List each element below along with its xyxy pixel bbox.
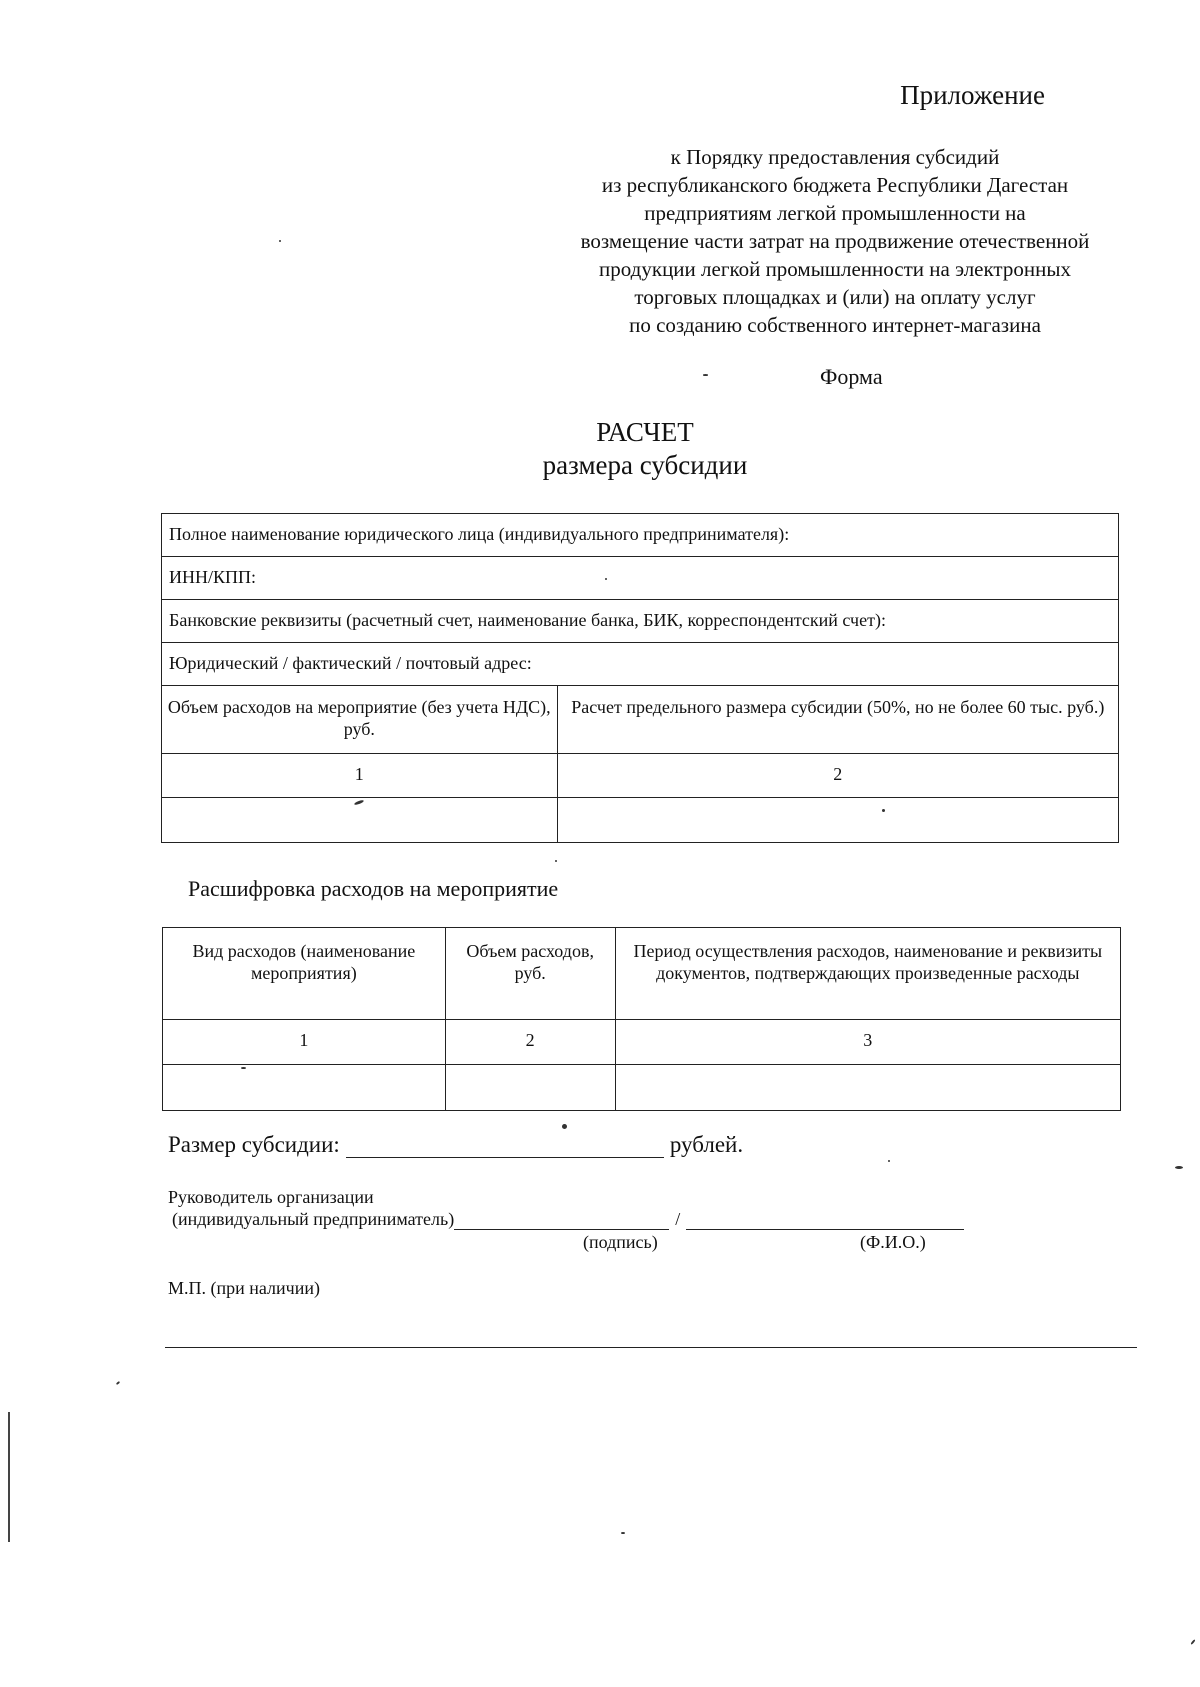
subsidy-amount-field[interactable] [346,1135,664,1158]
scan-speck [888,1160,890,1162]
subsidy-amount-label: Размер субсидии: [168,1132,340,1157]
scan-speck [1190,1639,1195,1645]
stamp-placeholder: М.П. (при наличии) [168,1278,320,1298]
table-row [162,643,1119,686]
column-header-limit: Расчет предельного размера субсидии (50%, но не более 60 тыс. руб.) [557,686,1118,754]
scan-speck [241,1067,246,1069]
signature-caption: (подпись) [583,1232,658,1252]
column-header-expense-period: Период осуществления расходов, наименование и реквизиты документов, подтверждающих произведенные расходы [615,928,1120,1020]
subsidy-calculation-table [161,513,1119,843]
column-number: 1 [163,1020,446,1065]
column-header-expense-type: Вид расходов (наименование мероприятия) [163,928,446,1020]
scan-speck [116,1381,120,1385]
basis-line: возмещение части затрат на продвижение отечественной [580,229,1090,253]
title-line-2: размера субсидии [542,450,748,480]
table-row [162,557,1119,600]
appendix-label: Приложение [900,80,1045,110]
scan-speck [605,578,607,580]
scan-speck [621,1532,625,1534]
signature-field[interactable] [454,1211,669,1230]
subsidy-amount-row [168,1132,743,1158]
scan-speck [703,374,708,376]
scan-speck [1175,1166,1183,1169]
table-header-row [162,686,1119,754]
table-row [163,1065,1121,1111]
scan-speck [562,1124,567,1129]
form-label: Форма [820,364,883,389]
expenses-amount-cell[interactable] [162,798,558,843]
expense-type-cell[interactable] [163,1065,446,1111]
basis-line: к Порядку предоставления субсидий [670,145,1000,169]
appendix-basis [535,143,1135,339]
column-number: 3 [615,1020,1120,1065]
scan-speck [555,860,557,862]
breakdown-title: Расшифровка расходов на мероприятие [188,876,559,901]
entity-name-field[interactable]: Полное наименование юридического лица (индивидуального предпринимателя): [162,514,1119,557]
document-title [0,416,1200,482]
basis-line: из республиканского бюджета Республики Дагестан [601,173,1069,197]
full-name-caption: (Ф.И.О.) [860,1232,926,1252]
column-header-expenses: Объем расходов на мероприятие (без учета НДС), руб. [162,686,558,754]
column-header-expense-amount: Объем расходов, руб. [445,928,615,1020]
bank-details-field[interactable]: Банковские реквизиты (расчетный счет, наименование банка, БИК, корреспондентский счет): [162,600,1119,643]
scan-speck [882,809,885,812]
subsidy-unit: рублей. [669,1132,744,1157]
column-number: 1 [162,754,558,798]
scan-speck [279,240,281,242]
column-number: 2 [445,1020,615,1065]
inn-kpp-field[interactable]: ИНН/КПП: [162,557,1119,600]
subsidy-limit-cell[interactable] [557,798,1118,843]
column-number: 2 [557,754,1118,798]
basis-line: предприятиям легкой промышленности на [644,201,1026,225]
signature-row [172,1209,964,1230]
expense-amount-cell[interactable] [445,1065,615,1111]
signatory-role: (индивидуальный предприниматель) [172,1209,455,1229]
expense-period-cell[interactable] [615,1065,1120,1111]
basis-line: торговых площадках и (или) на оплату услуг [634,285,1036,309]
signature-separator: / [675,1209,681,1229]
table-number-row [163,1020,1121,1065]
table-number-row [162,754,1119,798]
table-row [162,514,1119,557]
basis-line: по созданию собственного интернет-магазина [629,313,1041,337]
table-header-row [163,928,1121,1020]
address-field[interactable]: Юридический / фактический / почтовый адрес: [162,643,1119,686]
table-row [162,798,1119,843]
scan-edge-line [8,1412,10,1542]
full-name-field[interactable] [686,1211,964,1230]
table-row [162,600,1119,643]
basis-line: продукции легкой промышленности на электронных [599,257,1071,281]
expense-breakdown-table [162,927,1121,1111]
title-line-1: РАСЧЕТ [596,417,694,447]
bottom-rule [165,1347,1137,1348]
signatory-title: Руководитель организации [168,1187,374,1207]
